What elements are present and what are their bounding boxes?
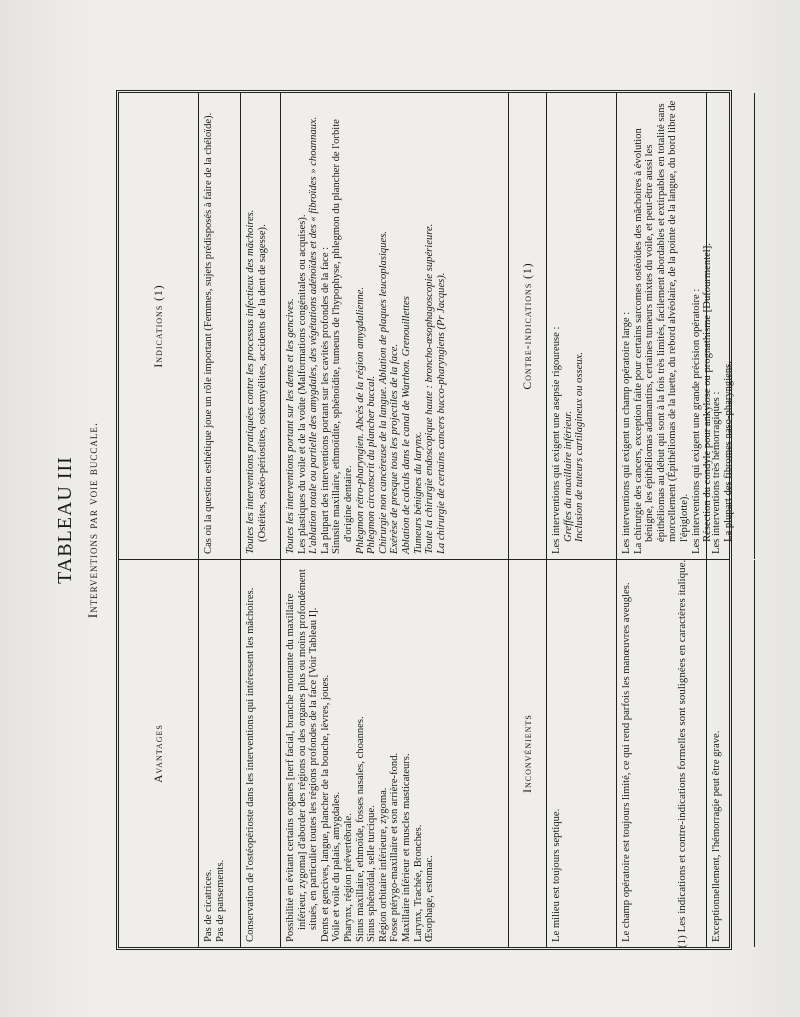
indications-text: Phlegmon circonscrit du plancher buccal. [366, 375, 378, 554]
contre-text: Les interventions qui exigent une grande précision opératoire : [690, 288, 702, 554]
inconvenients-row-3 [707, 560, 755, 947]
contre-text: Résection du condyle pour ankylose ou prognathisme [Dufourmentel]. [702, 243, 714, 542]
contre-text: Les interventions très hémorragiques : [711, 391, 722, 554]
avantages-text: Œsophage, estomac. [424, 855, 436, 942]
contre-text: La chirurgie des cancers, exception faite pour certains sarcomes ostéoïdes des mâchoires à évolution bénigne, les épithéliomas adamantins, certaines tumeurs mixtes du voile, et peut-être aussi les épithéliomas au début qui sont à la fois très limités, facilement abordables et extirpables en totalité sans morcellement (Épithéliomas de la luette, du rebord alvéolaire, de la pointe de la langue, du bord libre de l'épiglotte). [632, 100, 690, 554]
contre-row-1 [547, 93, 617, 559]
rotated-page [50, 90, 750, 950]
indications-text: La chirurgie de certains cancers bucco-pharyngiens (Pr Jacques). [435, 272, 447, 554]
header-avantages: Avantages [119, 560, 199, 947]
indications-row-3 [281, 93, 509, 559]
header-contre-indications: Contre-indications (1) [509, 93, 547, 559]
avantages-text: Dents et gencives, langue, plancher de la bouche, lèvres, joues. [319, 674, 331, 942]
avantages-text: Sinus sphénoïdal, selle turcique. [366, 805, 378, 942]
avantages-row-3 [281, 560, 509, 947]
interventions-table [116, 90, 732, 950]
contre-row-2 [617, 93, 714, 559]
header-inconvenients: Inconvénients [509, 560, 547, 947]
avantages-text: Pas de pansements. [214, 859, 226, 942]
title-block [50, 90, 122, 950]
indications-text: Sinusite maxillaire, ethmoïdite, sphénoïdite, tumeurs de l'hypophyse, phlegmon du plancher de l'orbite d'origine dentaire. [331, 119, 354, 554]
indications-row-2 [241, 93, 281, 559]
left-column [119, 559, 729, 947]
contre-row-3 [707, 93, 755, 559]
footnote: (1) Les indications et contre-indications formelles sont soulignées en caractères italique. [676, 559, 688, 948]
contre-text: Les interventions qui exigent une asepsie rigoureuse : [551, 326, 562, 554]
indications-text: Tumeurs bénignes du larynx. [412, 431, 424, 554]
indications-text: Toutes les interventions portant sur les dents et les gencives. [285, 298, 296, 554]
contre-text: Les interventions qui exigent un champ opératoire large : [621, 311, 632, 554]
indications-text: (Ostéites, ostéo-périostites, ostéomyélites, accidents de la dent de sagesse). [256, 224, 268, 542]
indications-text: Les plastiques du voile et de la voûte (Malformations congénitales ou acquises). [296, 214, 308, 554]
inconvenients-row-2 [617, 560, 707, 947]
inconvenients-text: Exceptionnellement, l'hémorragie peut être grave. [711, 730, 722, 942]
indications-text: Exérèse de presque tous les projectiles de la face. [389, 343, 401, 554]
inconvenients-text: Le champ opératoire est toujours limité, ce qui rend parfois les manœuvres aveugles. [621, 582, 632, 942]
indications-text: La plupart des interventions portant sur les cavités profondes de la face : [319, 246, 331, 554]
inconvenients-text: Le milieu est toujours septique. [551, 808, 562, 942]
contre-text: Greffes du maxillaire inférieur. [562, 410, 574, 542]
avantages-text: Conservation de l'ostéopérioste dans les interventions qui intéressent les mâchoires. [245, 587, 256, 942]
avantages-text: Sinus maxillaire, ethmoïde, fosses nasales, choannes. [354, 716, 366, 942]
avantages-row-1 [199, 560, 241, 947]
indications-text: Chirurgie non cancéreuse de la langue. Ablation de plaques leucoplasiques. [377, 231, 389, 554]
indications-text: Ablation de calculs dans le canal de Warthon. Grenouillettes [400, 296, 412, 554]
indications-text: Phlegmon rétro-pharyngien. Abcès de la région amygdalienne. [354, 286, 366, 554]
avantages-text: Région orbitaire inférieure, zygoma. [377, 787, 389, 942]
contre-text: Inclusion de tuteurs cartilagineux ou osseux. [574, 351, 586, 542]
indications-text: L'ablation totale ou partielle des amygdales, des végétations adénoïdes et des « fibroïdes » choannaux. [308, 116, 320, 554]
table-subtitle: Interventions par voie buccale. [85, 421, 100, 619]
header-indications: Indications (1) [119, 93, 199, 559]
inconvenients-row-1 [547, 560, 617, 947]
table-title: TABLEAU III [54, 456, 76, 584]
indications-row-1 [199, 93, 241, 559]
avantages-text: Voile et voile du palais, amygdales. [331, 791, 343, 942]
indications-text: Cas où la question esthétique joue un rôle important (Femmes, sujets prédisposés à faire de la chéloïde). [203, 112, 214, 554]
avantages-text: Larynx, Trachée, Bronches. [412, 824, 424, 942]
avantages-text: Possibilité en évitant certains organes [nerf facial, branche montante du maxillaire inférieur, zygoma] d'aborder des régions ou des organes plus ou moins profondément situés, en particulier toutes les régions profondes de la face [Voir Tableau I]. [285, 569, 320, 942]
avantages-row-2 [241, 560, 281, 947]
right-column [119, 93, 734, 559]
avantages-text: Maxillaire inférieur et muscles masticateurs. [400, 753, 412, 942]
avantages-text: Pas de cicatrices. [203, 869, 214, 942]
avantages-text: Pharynx, région prévertébrale. [342, 813, 354, 942]
indications-text: Toutes les interventions pratiquées contre les processus infectieux des mâchoires. [245, 209, 256, 554]
indications-text: Toute la chirurgie endoscopique haute : broncho-œsophagoscopie supérieure. [424, 223, 436, 554]
contre-text: La plupart des fibromes naso-pharyngiens. [722, 361, 734, 542]
avantages-text: Fosse ptérygo-maxillaire et son arrière-fond. [389, 752, 401, 942]
